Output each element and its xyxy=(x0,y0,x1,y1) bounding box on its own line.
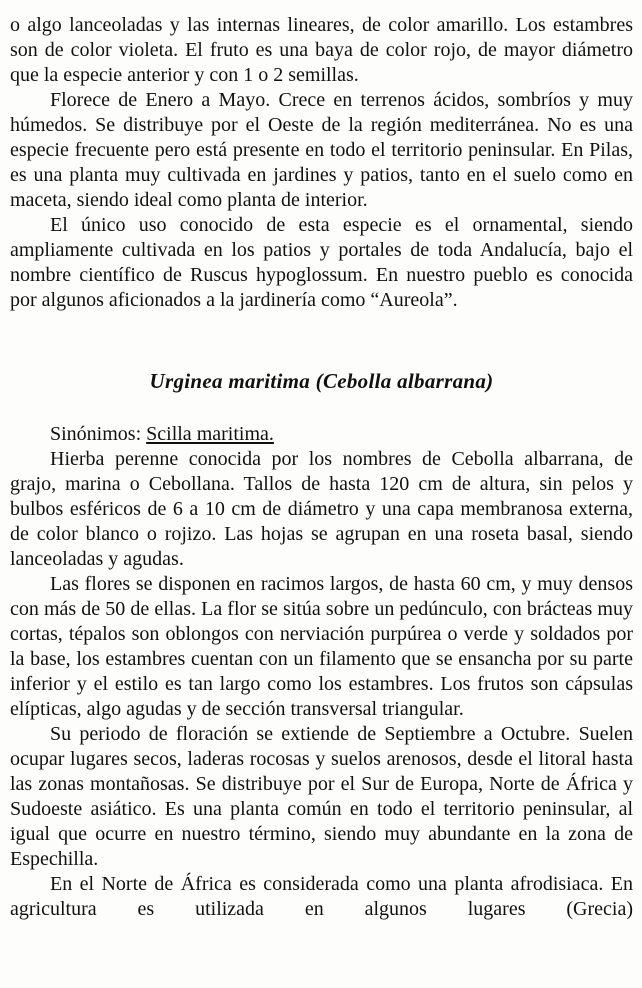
synonyms-label: Sinónimos: xyxy=(50,423,142,445)
paragraph-plant-description: Hierba perenne conocida por los nombres de Cebolla albarrana, de grajo, marina o Cebollana. Tallos de hasta 120 cm de altura, sin pelos y bulbos esféricos de 6 a 10 cm de diámetro y una capa membranosa externa, de color blanco o rojizo. Las hojas se agrupan en una roseta basal, siendo lanceoladas y agudas. xyxy=(10,448,633,570)
paragraph-distribution: Su periodo de floración se extiende de Septiembre a Octubre. Suelen ocupar lugares secos, laderas rocosas y suelos arenosos, desde el litoral hasta las zonas montañosas. Se distribuye por el Sur de Europa, Norte de África y Sudoeste asiático. Es una planta común en todo el territorio peninsular, al igual que ocurre en nuestro término, siendo muy abundante en la zona de Espechilla. xyxy=(10,723,633,870)
paragraph-continuation: o algo lanceoladas y las internas lineares, de color amarillo. Los estambres son de color violeta. El fruto es una baya de color rojo, de mayor diámetro que la especie anterior y con 1 o 2 semillas. xyxy=(10,14,633,86)
paragraph-flower-description: Las flores se disponen en racimos largos, de hasta 60 cm, y muy densos con más de 50 de ellas. La flor se sitúa sobre un pedúnculo, con brácteas muy cortas, tépalos son oblongos con nerviación purpúrea o verde y soldados por la base, los estambres cuentan con un filamento que se ensancha por su parte inferior y el estilo es tan largo como los estambres. Los frutos son cápsulas elípticas, algo agudas y de sección transversal triangular. xyxy=(10,573,633,720)
paragraph-uses-continues: En el Norte de África es considerada como una planta afrodisiaca. En agricultura es utilizada en algunos lugares (Grecia) xyxy=(10,873,633,920)
paragraph-ornamental-use: El único uso conocido de esta especie es el ornamental, siendo ampliamente cultivada en los patios y portales de toda Andalucía, bajo el nombre científico de Ruscus hypoglossum. En nuestro pueblo es conocida por algunos aficionados a la jardinería como “Aureola”. xyxy=(10,214,633,311)
synonyms-line xyxy=(10,422,633,447)
species-section-heading: Urginea maritima (Cebolla albarrana) xyxy=(149,369,494,393)
synonyms-value: Scilla maritima. xyxy=(146,423,274,445)
paragraph-flowering-habitat: Florece de Enero a Mayo. Crece en terrenos ácidos, sombríos y muy húmedos. Se distribuye por el Oeste de la región mediterránea. No es una especie frecuente pero está presente en todo el territorio peninsular. En Pilas, es una planta muy cultivada en jardines y patios, tanto en el suelo como en maceta, siendo ideal como planta de interior. xyxy=(10,89,633,211)
